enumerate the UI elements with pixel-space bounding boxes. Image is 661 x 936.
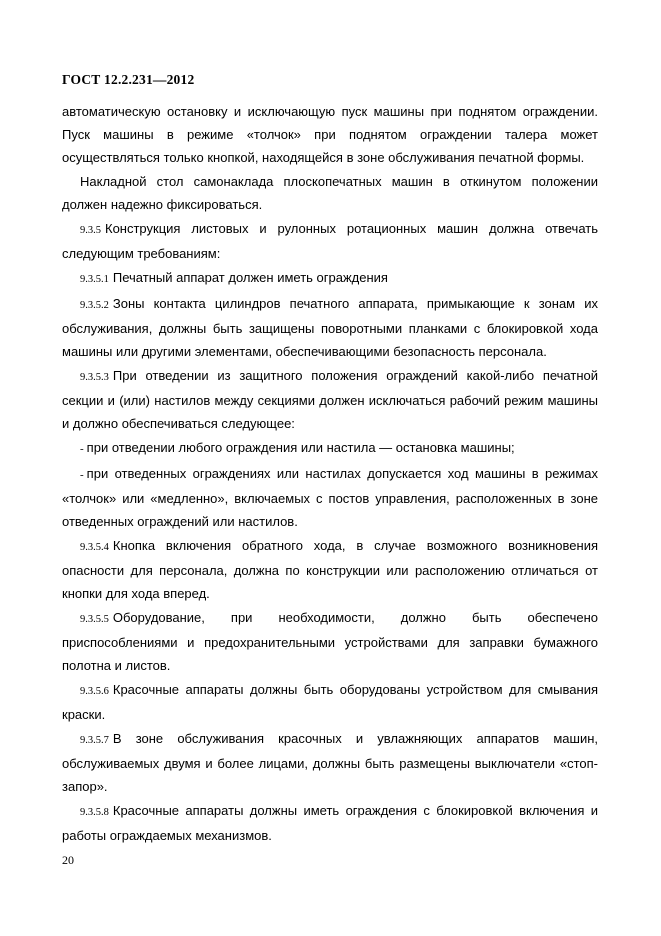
list-item-text: при отведении любого ограждения или настила — остановка машины;	[86, 440, 515, 455]
clause-9-3-5-7	[62, 727, 598, 798]
clause-9-3-5-6	[62, 678, 598, 726]
clause-9-3-5-8	[62, 799, 598, 847]
list-item-text: при отведенных ограждениях или настилах допускается ход машины в режимах «толчок» или «медленно», включаемых с постов управления, расположенных в зоне отведенных ограждений или настилов.	[62, 466, 598, 529]
clause-number: 9.3.5.6	[80, 686, 109, 697]
clause-text: Кнопка включения обратного хода, в случае возможного возникновения опасности для персонала, должна по конструкции или расположению отличаться от кнопки для хода вперед.	[62, 538, 598, 601]
page-number: 20	[62, 853, 74, 867]
clause-number: 9.3.5.8	[80, 807, 109, 818]
clause-9-3-5-3	[62, 364, 598, 435]
clause-number: 9.3.5.3	[80, 372, 109, 383]
clause-number: 9.3.5.2	[80, 300, 109, 311]
clause-9-3-5-5	[62, 606, 598, 677]
clause-number: 9.3.5	[80, 225, 101, 236]
list-item-dash	[62, 462, 598, 533]
document-body	[62, 100, 598, 847]
clause-text: В зоне обслуживания красочных и увлажняющих аппаратов машин, обслуживаемых двумя и более лицами, должны быть размещены выключатели «стоп-запор».	[62, 731, 598, 794]
page-header-standard-number: ГОСТ 12.2.231—2012	[62, 72, 195, 87]
paragraph-text: автоматическую остановку и исключающую пуск машины при поднятом ограждении. Пуск машины в режиме «толчок» при поднятом ограждении талера может осуществляться только кнопкой, находящейся в зоне обслуживания печатной формы.	[62, 104, 598, 165]
clause-text: При отведении из защитного положения ограждений какой-либо печатной секции и (или) настилов между секциями должен исключаться рабочий режим машины и должно обеспечиваться следующее:	[62, 368, 598, 431]
clause-9-3-5-2	[62, 292, 598, 363]
list-item-dash	[62, 436, 598, 461]
clause-number: 9.3.5.7	[80, 735, 109, 746]
clause-number: 9.3.5.5	[80, 614, 109, 625]
clause-text: Печатный аппарат должен иметь ограждения	[112, 270, 388, 285]
clause-text: Зоны контакта цилиндров печатного аппарата, примыкающие к зонам их обслуживания, должны быть защищены поворотными планками с блокировкой хода машины или другими элементами, обеспечивающими безопасность персонала.	[62, 296, 598, 359]
clause-9-3-5-1	[62, 266, 598, 291]
clause-number: 9.3.5.1	[80, 274, 109, 285]
dash-marker: -	[80, 469, 84, 481]
clause-text: Красочные аппараты должны быть оборудованы устройством для смывания краски.	[62, 682, 598, 722]
paragraph-continuation	[62, 100, 598, 169]
clause-number: 9.3.5.4	[80, 542, 109, 553]
clause-text: Конструкция листовых и рулонных ротационных машин должна отвечать следующим требованиям:	[62, 221, 598, 261]
clause-text: Оборудование, при необходимости, должно быть обеспечено приспособлениями и предохранительными устройствами для заправки бумажного полотна и листов.	[62, 610, 598, 673]
paragraph-feed-table	[62, 170, 598, 216]
clause-text: Красочные аппараты должны иметь ограждения с блокировкой включения и работы ограждаемых механизмов.	[62, 803, 598, 843]
dash-marker: -	[80, 443, 84, 455]
paragraph-text: Накладной стол самонаклада плоскопечатных машин в откинутом положении должен надежно фиксироваться.	[62, 174, 598, 212]
clause-9-3-5-4	[62, 534, 598, 605]
clause-9-3-5	[62, 217, 598, 265]
